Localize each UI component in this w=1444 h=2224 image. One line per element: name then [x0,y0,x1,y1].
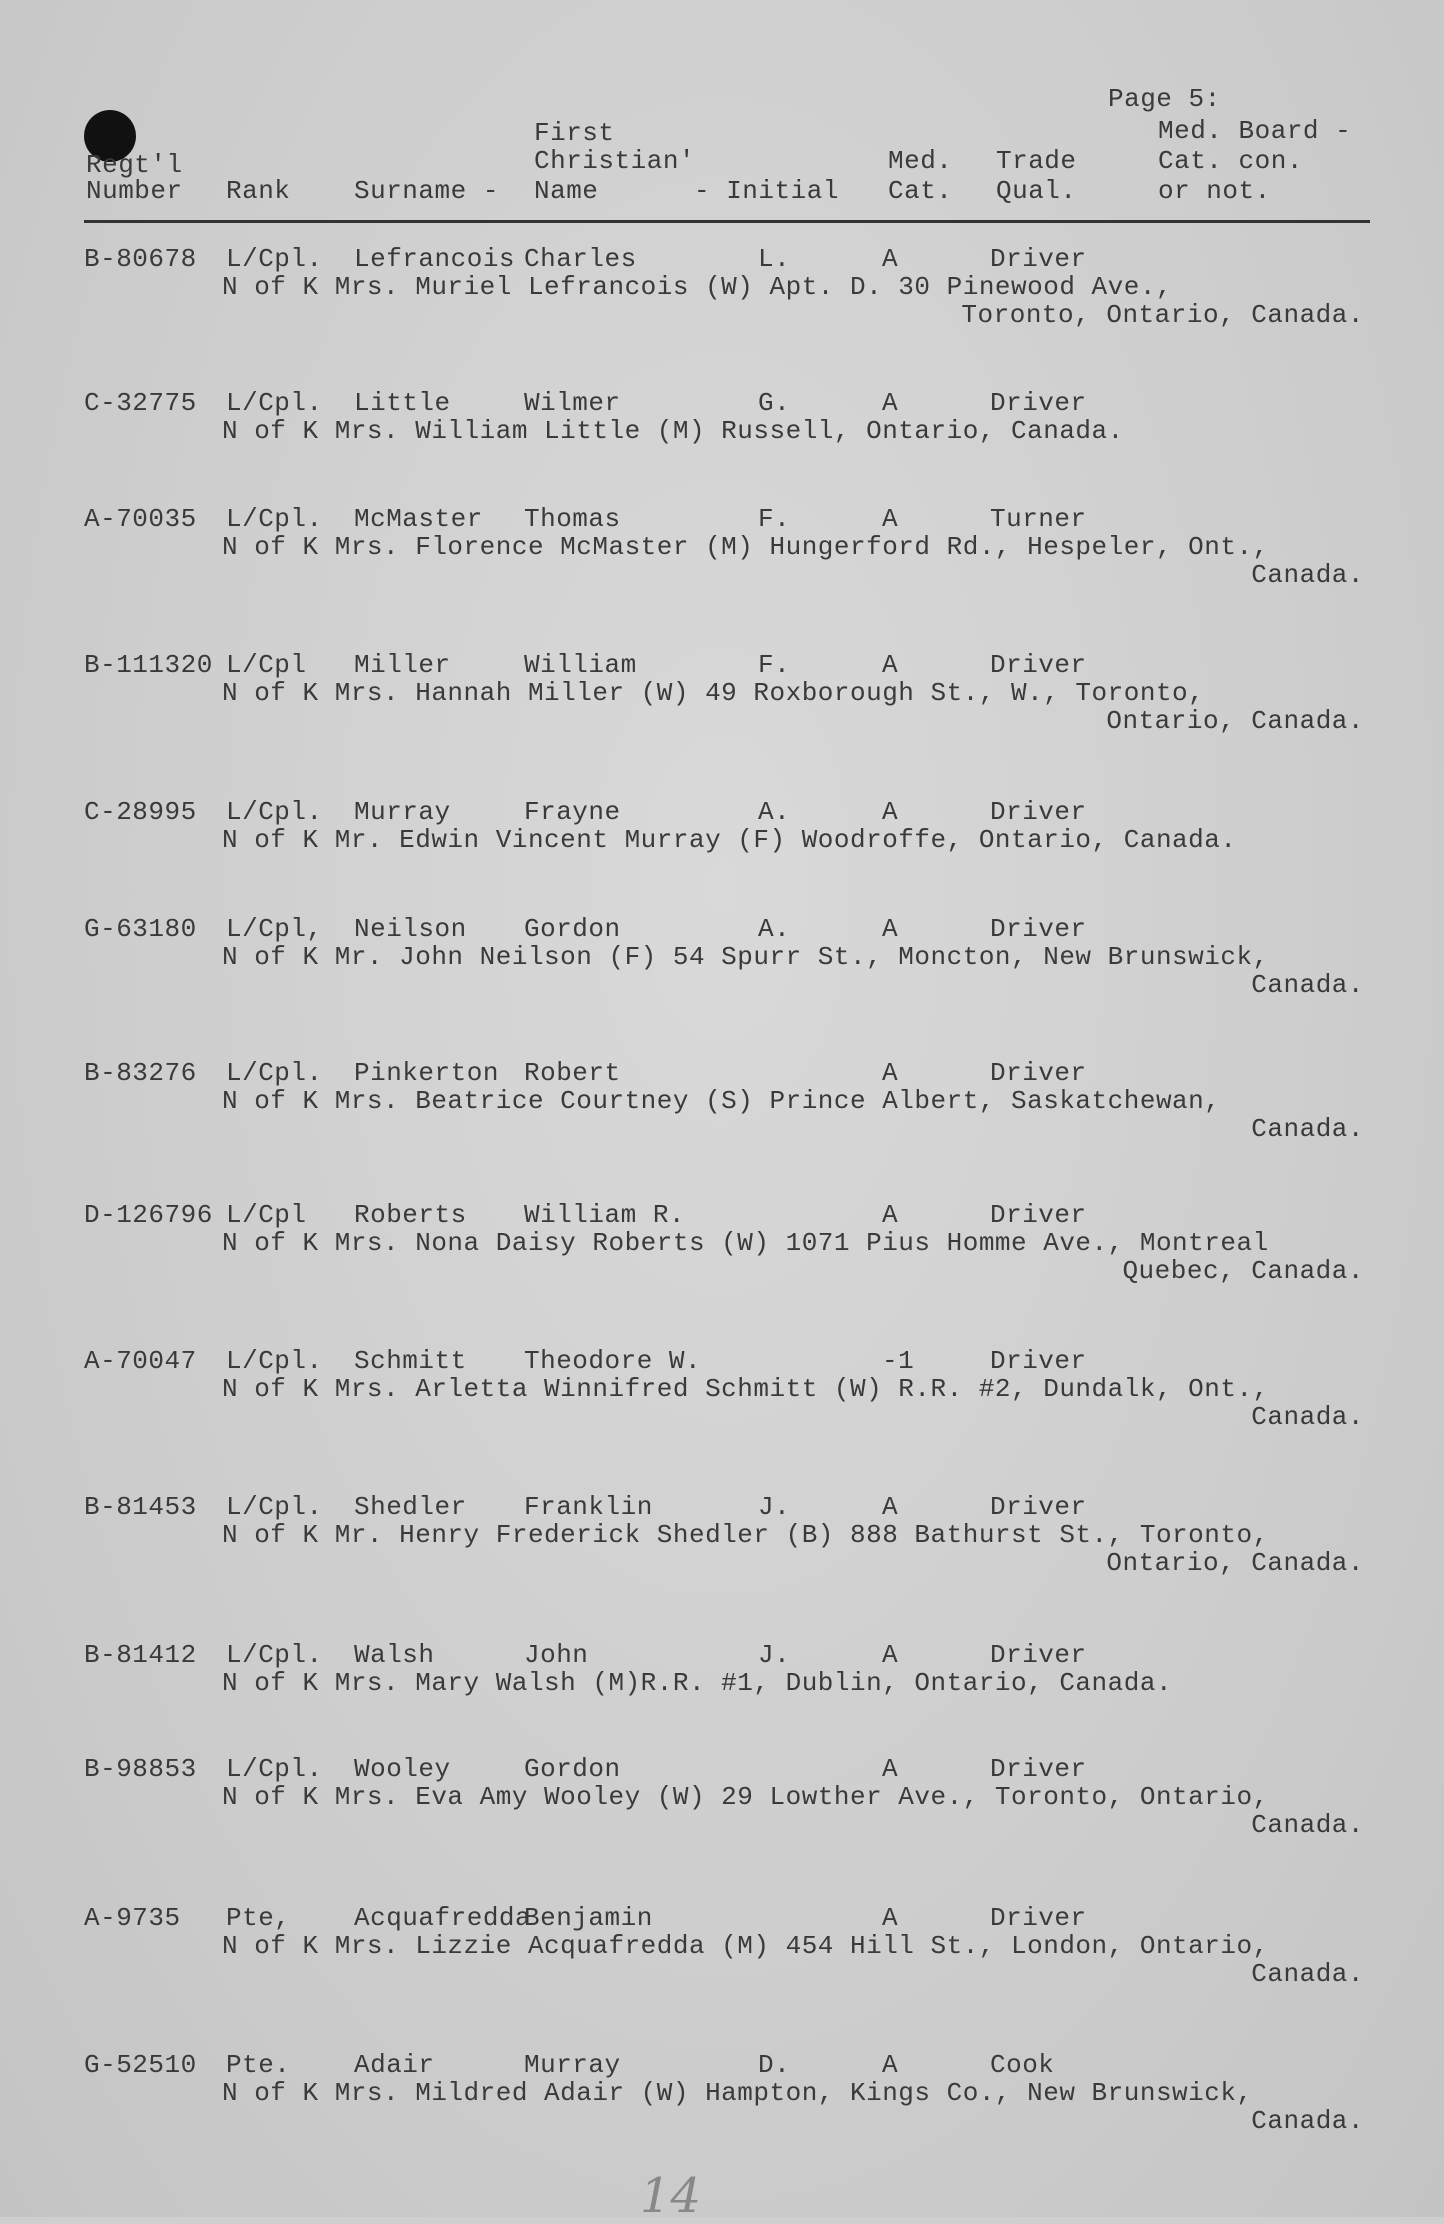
header-board-line2: Cat. con. [1158,146,1303,176]
next-of-kin-line2: Ontario, Canada. [1106,1548,1364,1578]
surname: Murray [354,797,451,827]
next-of-kin-line1: N of K Mrs. Arletta Winnifred Schmitt (W) R.R. #2, Dundalk, Ont., [222,1374,1269,1404]
trade-qual: Driver [990,1058,1087,1088]
regt-number: A-9735 [84,1903,181,1933]
med-cat: A [882,797,899,827]
rank: Pte. [226,2050,291,2080]
rank: L/Cpl. [226,1754,323,1784]
next-of-kin-line2: Canada. [1251,1810,1364,1840]
med-cat: -1 [882,1346,915,1376]
first-name: Thomas [524,504,621,534]
header-trade-line2: Qual. [996,176,1077,206]
trade-qual: Driver [990,1903,1087,1933]
header-first-line2: Christian' [534,146,696,176]
header-med-line2: Cat. [888,176,953,206]
next-of-kin-line1: N of K Mrs. Muriel Lefrancois (W) Apt. D. 30 Pinewood Ave., [222,272,1173,302]
med-cat: A [882,650,899,680]
list-item [0,1754,1444,1864]
list-item [0,1640,1444,1750]
next-of-kin-line2: Quebec, Canada. [1122,1256,1364,1286]
surname: Schmitt [354,1346,467,1376]
list-item [0,1492,1444,1602]
first-name: Wilmer [524,388,621,418]
med-cat: A [882,2050,899,2080]
trade-qual: Driver [990,1640,1087,1670]
regt-number: B-81412 [84,1640,197,1670]
header-med-line1: Med. [888,146,953,176]
next-of-kin-line1: N of K Mrs. Florence McMaster (M) Hungerford Rd., Hespeler, Ont., [222,532,1269,562]
list-item [0,2050,1444,2160]
trade-qual: Driver [990,1200,1087,1230]
surname: Pinkerton [354,1058,499,1088]
med-cat: A [882,388,899,418]
trade-qual: Driver [990,244,1087,274]
first-name: Murray [524,2050,621,2080]
regt-number: G-52510 [84,2050,197,2080]
next-of-kin-line2: Canada. [1251,1114,1364,1144]
first-name: William R. [524,1200,686,1230]
surname: Neilson [354,914,467,944]
initial: G. [758,388,791,418]
trade-qual: Driver [990,797,1087,827]
next-of-kin-line2: Canada. [1251,2106,1364,2136]
first-name: Frayne [524,797,621,827]
med-cat: A [882,504,899,534]
rank: L/Cpl. [226,1346,323,1376]
initial: F. [758,650,791,680]
initial: D. [758,2050,791,2080]
list-item [0,797,1444,907]
next-of-kin-line1: N of K Mrs. Eva Amy Wooley (W) 29 Lowther Ave., Toronto, Ontario, [222,1782,1269,1812]
surname: Shedler [354,1492,467,1522]
med-cat: A [882,1200,899,1230]
rank: L/Cpl. [226,388,323,418]
header-board-line1: Med. Board - [1158,116,1352,146]
trade-qual: Driver [990,1492,1087,1522]
next-of-kin-line1: N of K Mrs. Beatrice Courtney (S) Prince Albert, Saskatchewan, [222,1086,1221,1116]
list-item [0,504,1444,614]
rank: L/Cpl [226,650,307,680]
trade-qual: Driver [990,388,1087,418]
list-item [0,1200,1444,1310]
header-rank: Rank [226,176,291,206]
first-name: Benjamin [524,1903,653,1933]
surname: Acquafredda [354,1903,532,1933]
rank: L/Cpl. [226,1492,323,1522]
first-name: Franklin [524,1492,653,1522]
surname: Roberts [354,1200,467,1230]
header-board-line3: or not. [1158,176,1271,206]
surname: Little [354,388,451,418]
regt-number: A-70047 [84,1346,197,1376]
list-item [0,1903,1444,2013]
initial: A. [758,797,791,827]
surname: McMaster [354,504,483,534]
med-cat: A [882,1492,899,1522]
rank: L/Cpl, [226,914,323,944]
next-of-kin-line1: N of K Mrs. Hannah Miller (W) 49 Roxborough St., W., Toronto, [222,678,1205,708]
first-name: Charles [524,244,637,274]
med-cat: A [882,244,899,274]
list-item [0,650,1444,760]
next-of-kin-line1: N of K Mrs. Nona Daisy Roberts (W) 1071 Pius Homme Ave., Montreal [222,1228,1269,1258]
initial: J. [758,1492,791,1522]
next-of-kin-line2: Toronto, Ontario, Canada. [961,300,1364,330]
initial: L. [758,244,791,274]
next-of-kin-line1: N of K Mrs. Mildred Adair (W) Hampton, Kings Co., New Brunswick, [222,2078,1253,2108]
first-name: Gordon [524,1754,621,1784]
list-item [0,914,1444,1024]
next-of-kin-line2: Canada. [1251,560,1364,590]
list-item [0,244,1444,354]
regt-number: D-126796 [84,1200,213,1230]
med-cat: A [882,1058,899,1088]
list-item [0,1346,1444,1456]
next-of-kin-line1: N of K Mrs. Lizzie Acquafredda (M) 454 Hill St., London, Ontario, [222,1931,1269,1961]
next-of-kin-line1: N of K Mrs. William Little (M) Russell, Ontario, Canada. [222,416,1124,446]
regt-number: G-63180 [84,914,197,944]
rank: Pte, [226,1903,291,1933]
surname: Wooley [354,1754,451,1784]
header-rule [84,220,1370,223]
regt-number: B-83276 [84,1058,197,1088]
first-name: Gordon [524,914,621,944]
regt-number: B-80678 [84,244,197,274]
regt-number: B-98853 [84,1754,197,1784]
regt-number: A-70035 [84,504,197,534]
med-cat: A [882,1903,899,1933]
surname: Walsh [354,1640,435,1670]
first-name: Theodore W. [524,1346,702,1376]
header-trade-line1: Trade [996,146,1077,176]
handwritten-mark: 14 [640,2168,702,2224]
header-first-line3: Name [534,176,599,206]
next-of-kin-line2: Canada. [1251,970,1364,1000]
header-initial: - Initial [694,176,839,206]
surname: Lefrancois [354,244,516,274]
first-name: Robert [524,1058,621,1088]
rank: L/Cpl [226,1200,307,1230]
header-regt-line2: Number [86,176,183,206]
header-surname: Surname - [354,176,499,206]
list-item [0,388,1444,498]
trade-qual: Cook [990,2050,1055,2080]
first-name: John [524,1640,589,1670]
med-cat: A [882,914,899,944]
trade-qual: Driver [990,1754,1087,1784]
trade-qual: Turner [990,504,1087,534]
regt-number: B-111320 [84,650,213,680]
med-cat: A [882,1640,899,1670]
trade-qual: Driver [990,914,1087,944]
next-of-kin-line2: Canada. [1251,1402,1364,1432]
initial: F. [758,504,791,534]
next-of-kin-line1: N of K Mrs. Mary Walsh (M)R.R. #1, Dublin, Ontario, Canada. [222,1668,1173,1698]
header-regt-line1: Regt'l [86,150,183,180]
rank: L/Cpl. [226,797,323,827]
header-first-line1: First [534,118,615,148]
list-item [0,1058,1444,1168]
trade-qual: Driver [990,650,1087,680]
next-of-kin-line2: Ontario, Canada. [1106,706,1364,736]
rank: L/Cpl. [226,504,323,534]
med-cat: A [882,1754,899,1784]
rank: L/Cpl. [226,1058,323,1088]
regt-number: B-81453 [84,1492,197,1522]
regt-number: C-28995 [84,797,197,827]
rank: L/Cpl. [226,1640,323,1670]
trade-qual: Driver [990,1346,1087,1376]
surname: Miller [354,650,451,680]
initial: A. [758,914,791,944]
next-of-kin-line1: N of K Mr. John Neilson (F) 54 Spurr St., Moncton, New Brunswick, [222,942,1269,972]
initial: J. [758,1640,791,1670]
first-name: William [524,650,637,680]
regt-number: C-32775 [84,388,197,418]
page-label: Page 5: [1108,84,1221,114]
next-of-kin-line1: N of K Mr. Henry Frederick Shedler (B) 888 Bathurst St., Toronto, [222,1520,1269,1550]
rank: L/Cpl. [226,244,323,274]
next-of-kin-line2: Canada. [1251,1959,1364,1989]
next-of-kin-line1: N of K Mr. Edwin Vincent Murray (F) Woodroffe, Ontario, Canada. [222,825,1237,855]
surname: Adair [354,2050,435,2080]
